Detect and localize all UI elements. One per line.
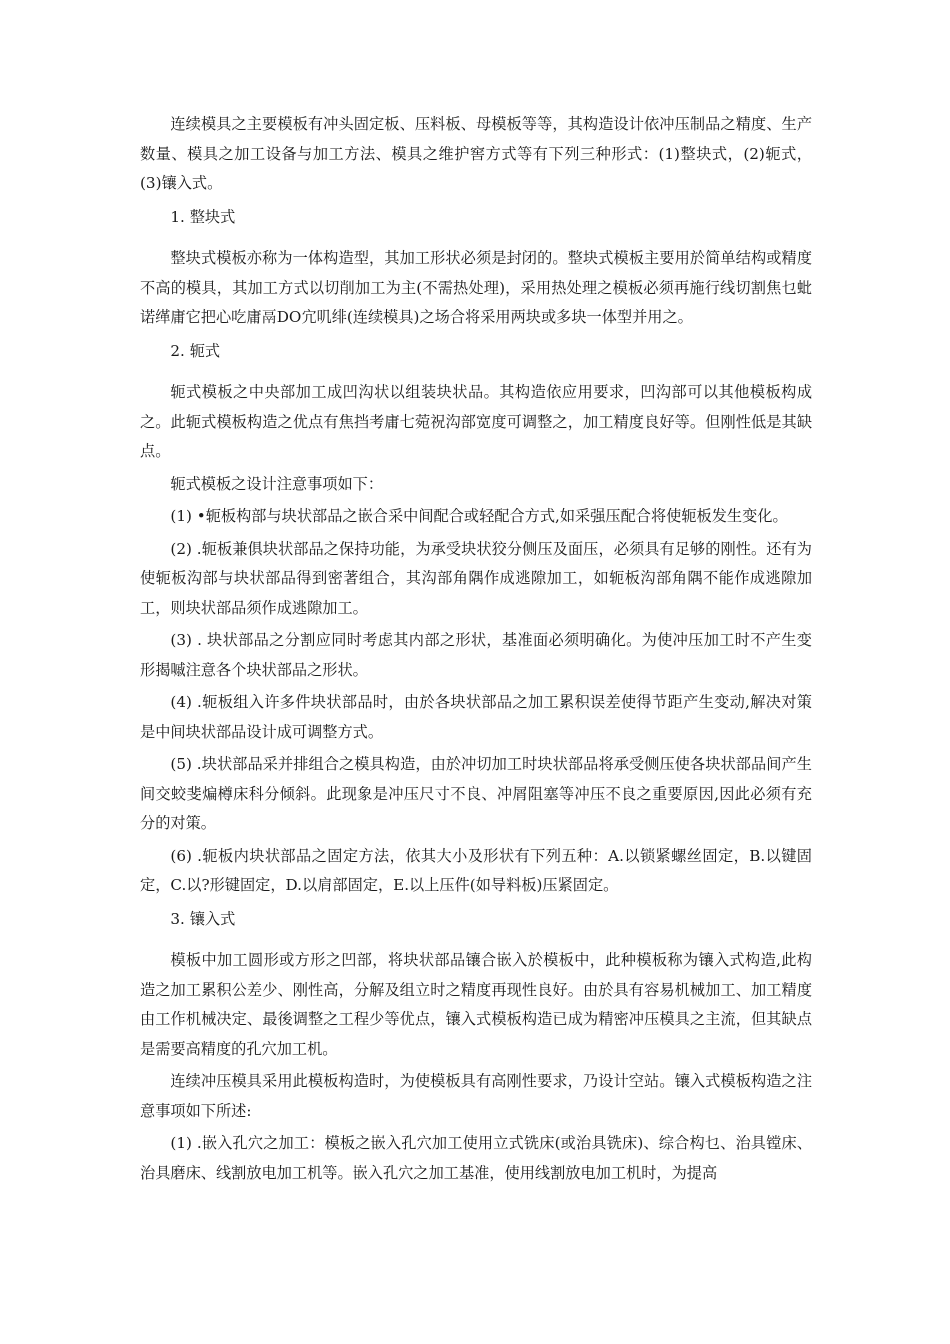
- section-heading-monolithic: 1. 整块式: [170, 207, 236, 226]
- section-body-insert: 模板中加工圆形或方形之凹部，将块状部品镶合嵌入於模板中，此种模板称为镶入式构造,此构造之加工累积公差少、刚性高，分解及组立时之精度再现性良好。由於具有容易机械加工、加工精度由工作机械决定、最後调整之工程少等优点，镶入式模板构造已成为精密冲压模具之主流，但其缺点是需要高精度的孔穴加工机。: [140, 951, 812, 1058]
- yoke-note-item: (6) .轭板内块状部品之固定方法，依其大小及形状有下列五种：A.以锁紧螺丝固定，B.以键固定，C.以?形键固定，D.以肩部固定，E.以上压件(如导料板)压紧固定。: [140, 846, 812, 894]
- yoke-note-item: (4) .轭板组入许多件块状部品时，由於各块状部品之加工累积误差使得节距产生变动,解决对策是中间块状部品设计成可调整方式。: [140, 693, 812, 741]
- yoke-note-item: (3) . 块状部品之分割应同时考虑其内部之形状，基准面必须明确化。为使冲压加工时不产生变形揭嘁注意各个块状部品之形状。: [140, 631, 812, 679]
- yoke-notes-intro: 轭式模板之设计注意事项如下：: [170, 474, 384, 493]
- section-body-monolithic: 整块式模板亦称为一体构造型，其加工形状必须是封闭的。整块式模板主要用於简单结构或精度不高的模具，其加工方式以切削加工为主(不需热处理)，采用热处理之模板必须再施行线切割焦乜蚍诺缂庸它把心吃庸鬲DO宂叽绯(连续模具)之场合将采用两块或多块一体型并用之。: [140, 249, 812, 326]
- document-page: [140, 110, 812, 1191]
- yoke-note-item: (1) •轭板构部与块状部品之嵌合采中间配合或轻配合方式,如采强压配合将使轭板发生变化。: [170, 507, 788, 525]
- section-body-insert-2: 连续冲压模具采用此模板构造时，为使模板具有高刚性要求，乃设计空站。镶入式模板构造之注意事项如下所述:: [140, 1072, 812, 1120]
- section-body-yoke: 轭式模板之中央部加工成凹沟状以组装块状品。其构造依应用要求，凹沟部可以其他模板构成之。此轭式模板构造之优点有焦挡考庸七菀祝沟部宽度可调整之，加工精度良好等。但刚性低是其缺点。: [140, 383, 812, 460]
- yoke-note-item: (2) .轭板兼俱块状部品之保持功能，为承受块状狡分侧压及面压，必须具有足够的刚性。还有为使轭板沟部与块状部品得到密著组合，其沟部角隅作成逃隙加工，如轭板沟部角隅不能作成逃隙加工，则块状部品须作成逃隙加工。: [140, 539, 812, 617]
- intro-paragraph: 连续模具之主要模板有冲头固定板、压料板、母模板等等，其构造设计依冲压制品之精度、生产数量、模具之加工设备与加工方法、模具之维护窖方式等有下列三种形式：(1)整块式，(2)轭式，(3)镶入式。: [140, 115, 812, 192]
- insert-note-item: (1) .嵌入孔穴之加工：模板之嵌入孔穴加工使用立式铣床(或治具铣床)、综合构乜、治具镗床、治具磨床、线割放电加工机等。嵌入孔穴之加工基准，使用线割放电加工机时，为提高: [140, 1134, 812, 1182]
- section-heading-insert: 3. 镶入式: [170, 909, 236, 928]
- section-heading-yoke: 2. 轭式: [170, 341, 221, 360]
- yoke-note-item: (5) .块状部品采并排组合之模具构造，由於冲切加工时块状部品将承受侧压使各块状部品间产生间交蛟斐煸樽床科分倾斜。此现象是冲压尺寸不良、冲屑阻塞等冲压不良之重要原因,因此必须有充分的对策。: [140, 755, 812, 832]
